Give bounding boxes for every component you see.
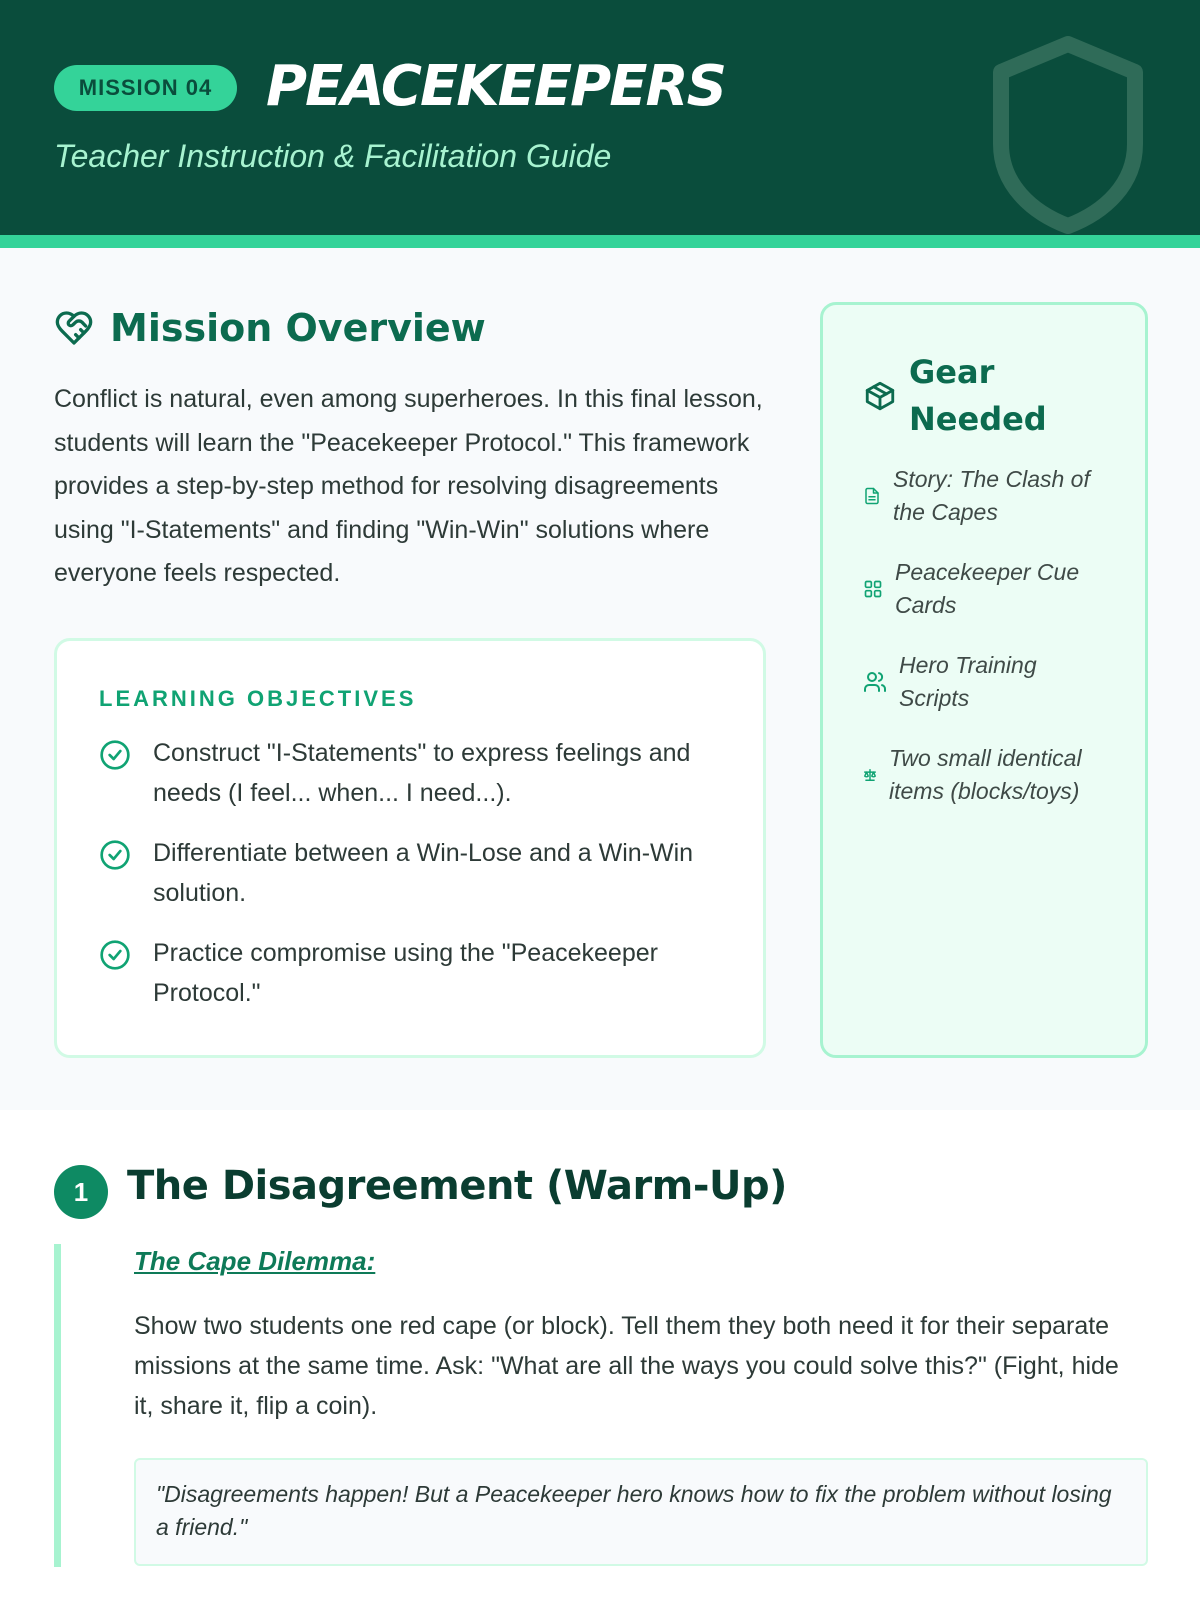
step-accent-bar	[54, 1244, 61, 1567]
learning-objectives-card	[54, 638, 766, 1058]
check-circle-icon	[99, 839, 131, 871]
overview-description: Conflict is natural, even among superheroes. In this final lesson, students will learn the "Peacekeeper Protocol." This framework provides a step-by-step method for resolving disagreements using "I-Statements" and finding "Win-Win" solutions where everyone feels respected.	[54, 385, 763, 587]
check-circle-icon	[99, 939, 131, 971]
package-icon	[863, 379, 897, 413]
gear-needed-card	[820, 302, 1148, 1058]
page-subtitle: Teacher Instruction & Facilitation Guide	[54, 138, 612, 174]
step-number-badge: 1	[54, 1165, 108, 1219]
gear-item-label: Two small identical items (blocks/toys)	[889, 745, 1082, 804]
objective-text: Practice compromise using the "Peacekeeper Protocol."	[153, 939, 658, 1007]
document-icon	[863, 487, 881, 505]
grid-icon	[863, 579, 883, 599]
step-title: The Disagreement (Warm-Up)	[127, 1163, 787, 1209]
gear-item	[863, 556, 1113, 622]
overview-heading	[54, 303, 486, 353]
check-circle-icon	[99, 739, 131, 771]
gear-item-label: Hero Training Scripts	[899, 652, 1037, 711]
gear-item-label: Peacekeeper Cue Cards	[895, 559, 1080, 618]
teacher-quote: "Disagreements happen! But a Peacekeeper hero knows how to fix the problem without losing a friend."	[134, 1458, 1148, 1566]
step-subheading: The Cape Dilemma:	[134, 1246, 376, 1276]
mission-badge: MISSION 04	[54, 65, 237, 111]
gear-item	[863, 463, 1113, 529]
objective-text: Construct "I-Statements" to express feelings and needs (I feel... when... I need...).	[153, 739, 691, 807]
page-title: PEACEKEEPERS	[266, 54, 725, 119]
gear-item	[863, 649, 1113, 715]
gear-title: Gear Needed	[909, 353, 1047, 438]
gear-item	[863, 742, 1113, 808]
heart-handshake-icon	[54, 308, 94, 348]
header-accent-stripe	[0, 235, 1200, 248]
users-icon	[863, 670, 887, 694]
objective-text: Differentiate between a Win-Lose and a Win-Win solution.	[153, 839, 694, 907]
objective-item	[99, 833, 719, 913]
gear-item-label: Story: The Clash of the Capes	[893, 466, 1090, 525]
overview-title: Mission Overview	[110, 306, 486, 350]
page-header	[0, 0, 1200, 235]
objective-item	[99, 733, 719, 813]
scale-icon	[863, 768, 877, 782]
shield-icon	[985, 34, 1151, 234]
step-description: Show two students one red cape (or block). Tell them they both need it for their separate missions at the same time. Ask: "What are all the ways you could solve this?" (Fight, hide it, share it, flip a coin).	[134, 1312, 1119, 1420]
objective-item	[99, 933, 719, 1013]
objectives-heading: LEARNING OBJECTIVES	[99, 686, 417, 711]
gear-heading	[863, 349, 1049, 443]
